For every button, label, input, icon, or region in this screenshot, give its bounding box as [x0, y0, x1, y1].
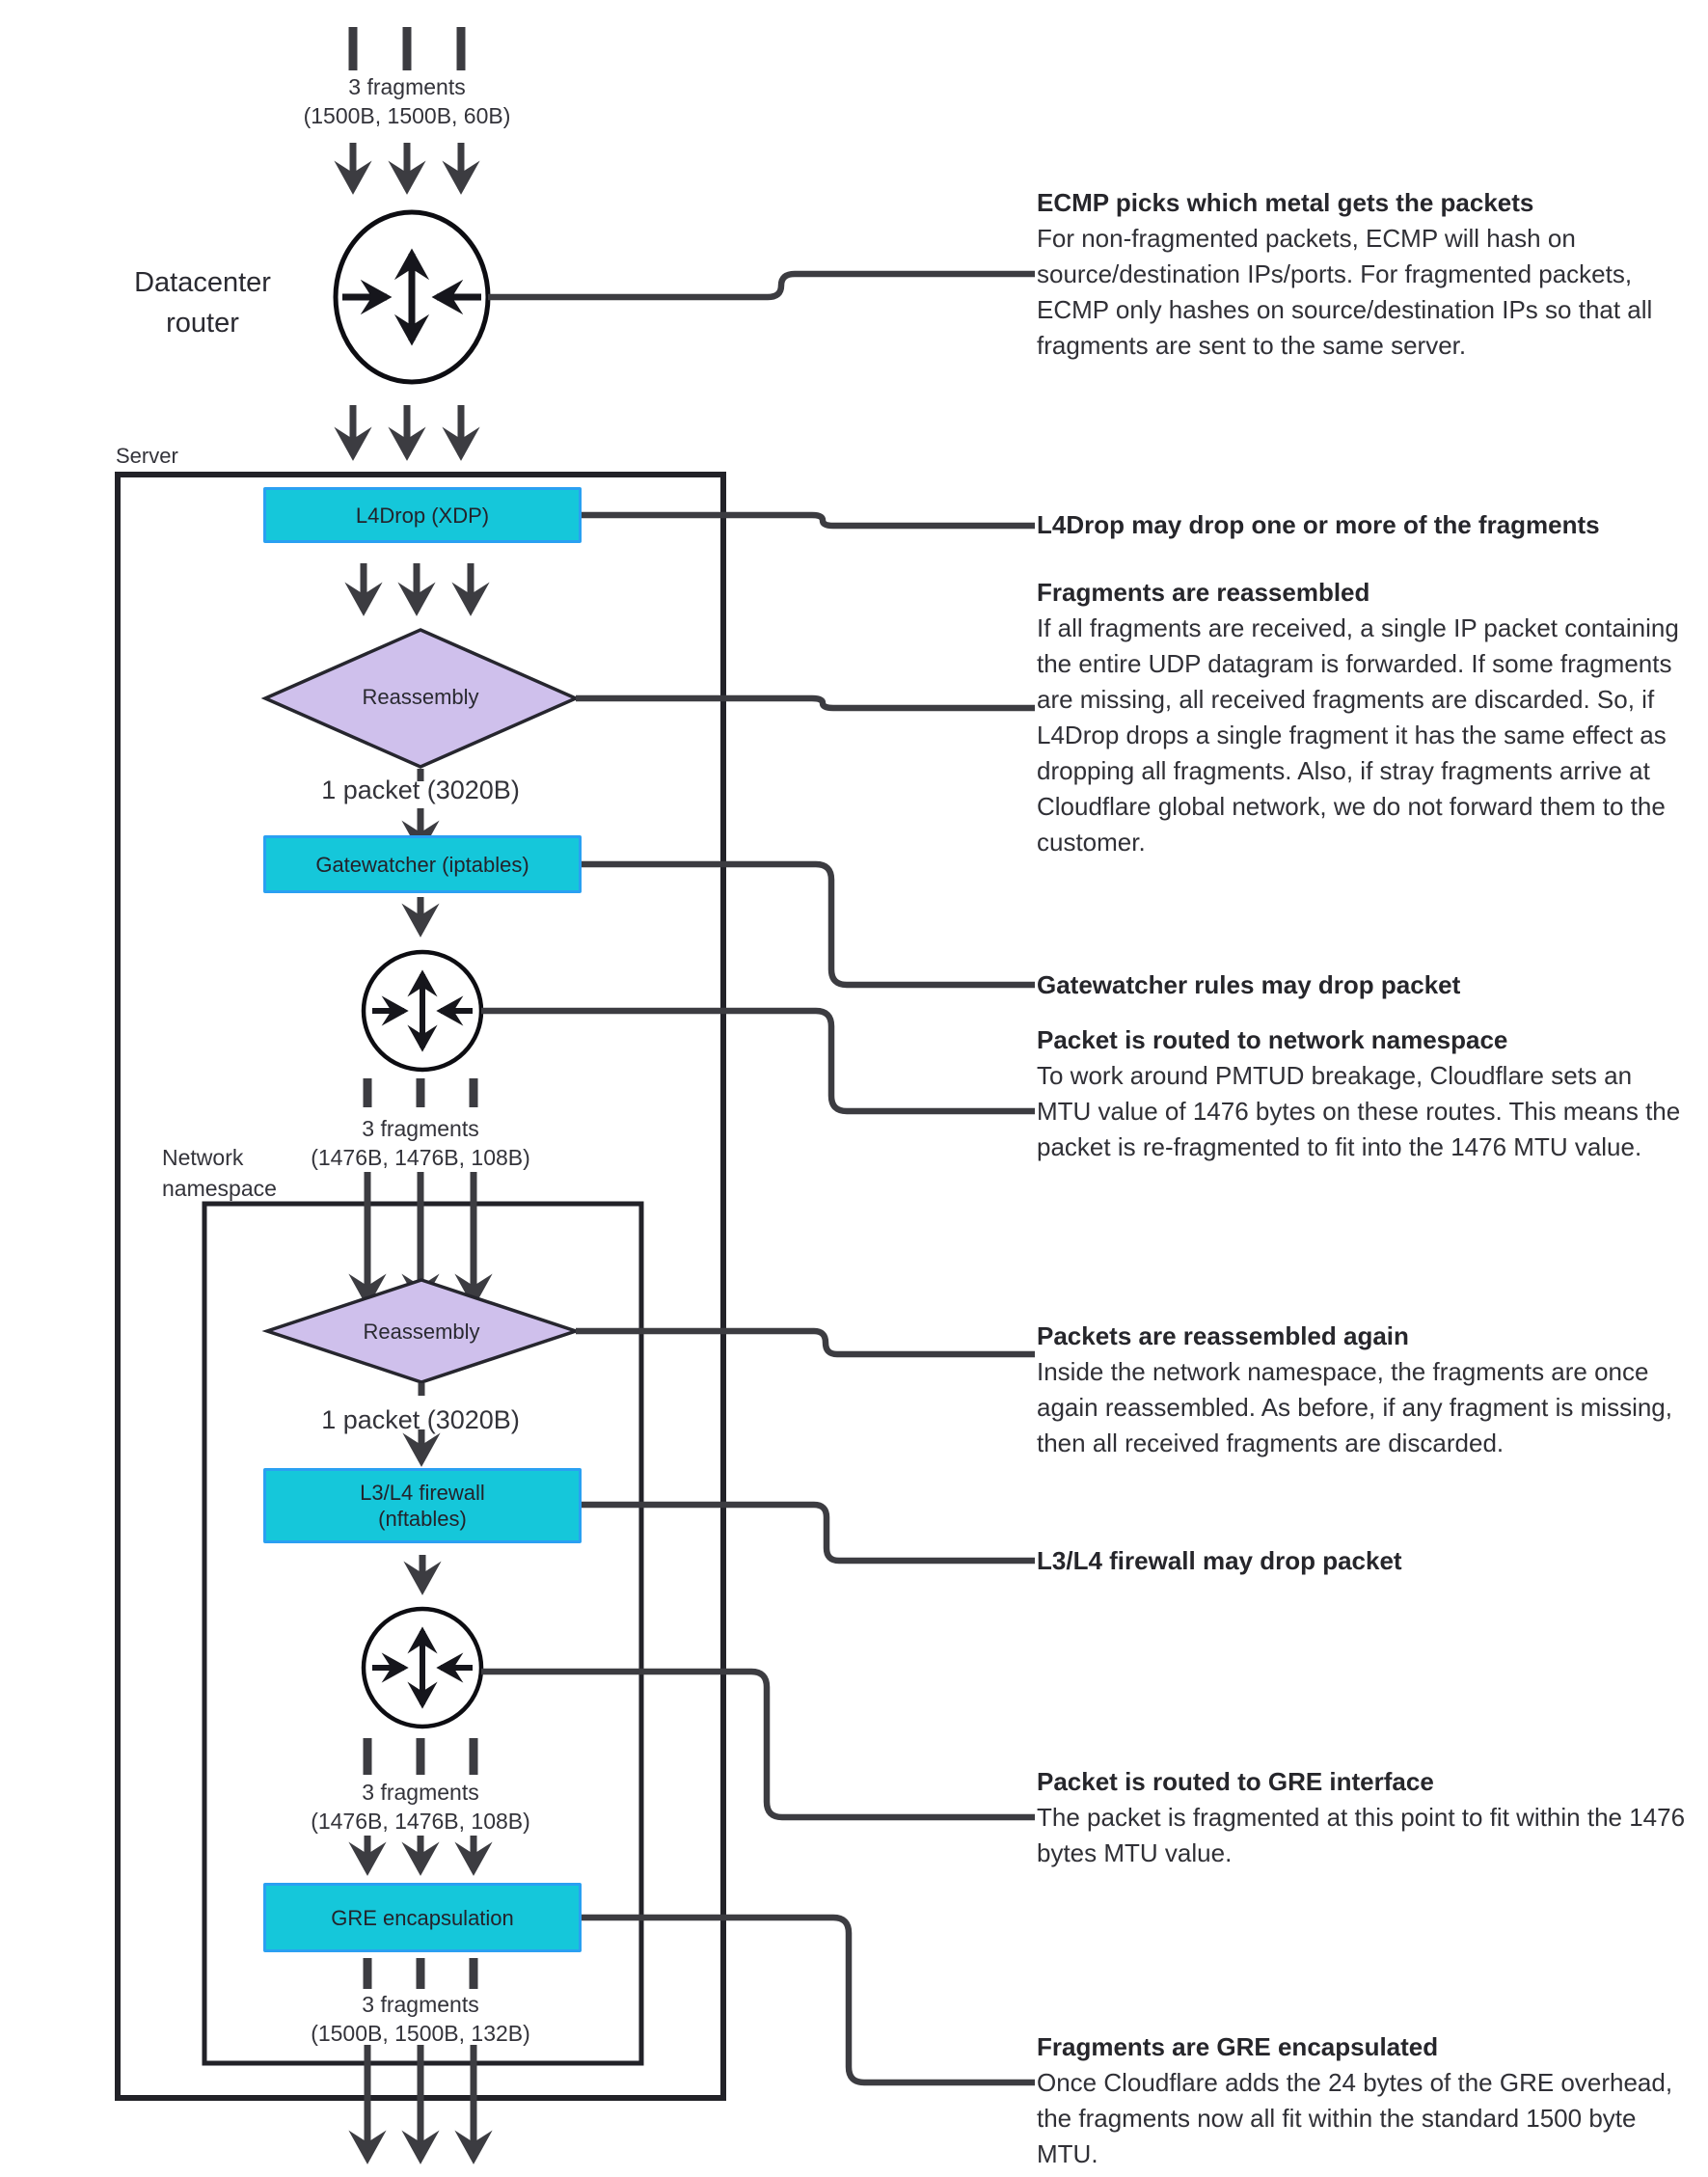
- annotation-firewall: L3/L4 firewall may drop packet: [1037, 1546, 1402, 1575]
- connector-gre: [582, 1918, 1035, 2082]
- l4drop-box: L4Drop (XDP): [263, 487, 582, 543]
- input-fragments-sizes: (1500B, 1500B, 60B): [303, 103, 511, 128]
- datacenter-router-label: Datacenter router: [134, 267, 271, 339]
- annotation-gre-routing: Packet is routed to GRE interface The packet is fragmented at this point to fit within the 1476 bytes MTU value.: [1037, 1767, 1686, 1867]
- connector-ecmp: [488, 274, 1035, 297]
- connector-reassembly: [576, 698, 1035, 708]
- annotation-l4drop: L4Drop may drop one or more of the fragments: [1037, 510, 1600, 539]
- fragment-arrows-into-gre: [367, 1836, 474, 1870]
- refragmented-dashes: [367, 1078, 474, 1107]
- packet-label: 1 packet (3020B): [321, 776, 520, 804]
- reassembly2-label: Reassembly: [363, 1320, 480, 1344]
- connector-namespace-routing: [481, 1011, 1035, 1111]
- annotation-gre-encapsulated: Fragments are GRE encapsulated Once Cloudflare adds the 24 bytes of the GRE overhead, the fragments now all fit within the standard 1500 byte MTU.: [1037, 2032, 1673, 2168]
- out-fragments-sizes: (1500B, 1500B, 132B): [311, 2021, 530, 2046]
- connector-l4drop: [582, 515, 1035, 526]
- fragment-arrows-l4drop-to-reassembly: [364, 563, 471, 611]
- connector-reassembly2: [576, 1331, 1035, 1354]
- gre-box: GRE encapsulation: [263, 1883, 582, 1952]
- input-fragments-label: 3 fragments: [348, 74, 466, 99]
- connector-firewall: [582, 1505, 1035, 1561]
- router-icon-namespace-routing: [364, 952, 481, 1070]
- annotation-reassembly: Fragments are reassembled If all fragments are received, a single IP packet containing the entire UDP datagram is forwarded. If some fragments are missing, all received fragments are discarded. So, if L4Drop drops a single fragment it has the same effect as dropping all fragments. Also, if stray fragments arrive at Cloudflare global network, we do not forward them to the customer.: [1037, 578, 1679, 857]
- mid-fragments-sizes: (1476B, 1476B, 108B): [311, 1145, 530, 1170]
- fragment-arrows-into-router: [353, 143, 461, 189]
- router-icon: [336, 212, 488, 382]
- encapsulated-fragment-dashes: [367, 1958, 474, 1989]
- reassembly-label: Reassembly: [362, 685, 479, 709]
- packet2-label: 1 packet (3020B): [321, 1405, 520, 1434]
- mid2-fragments-sizes: (1476B, 1476B, 108B): [311, 1809, 530, 1834]
- gre-fragment-dashes: [367, 1738, 474, 1775]
- router-icon-gre-routing: [364, 1609, 481, 1727]
- mid2-fragments-label: 3 fragments: [362, 1780, 479, 1805]
- firewall-box: L3/L4 firewall (nftables): [263, 1468, 582, 1543]
- gatewatcher-box: Gatewatcher (iptables): [263, 835, 582, 893]
- annotation-namespace-routing: Packet is routed to network namespace To work around PMTUD breakage, Cloudflare sets an MTU value of 1476 bytes on these routes. This means the packet is re-fragmented to fit into the 1476 MTU value.: [1037, 1025, 1681, 1161]
- out-fragments-label: 3 fragments: [362, 1992, 479, 2017]
- network-namespace-label: Network namespace: [162, 1145, 277, 1201]
- annotation-gatewatcher: Gatewatcher rules may drop packet: [1037, 970, 1461, 999]
- mid-fragments-label: 3 fragments: [362, 1116, 479, 1141]
- annotation-ecmp: ECMP picks which metal gets the packets For non-fragmented packets, ECMP will hash on source/destination IPs/ports. For fragmented packets, ECMP only hashes on source/destination IPs so that all fragments are sent to the same server.: [1037, 188, 1653, 360]
- annotation-reassembled-again: Packets are reassembled again Inside the network namespace, the fragments are once again reassembled. As before, if any fragment is missing, then all received fragments are discarded.: [1037, 1321, 1672, 1457]
- incoming-fragment-dashes: [353, 27, 461, 70]
- connector-gatewatcher: [582, 864, 1035, 985]
- fragment-arrows-into-server: [353, 405, 461, 455]
- server-label: Server: [116, 444, 178, 468]
